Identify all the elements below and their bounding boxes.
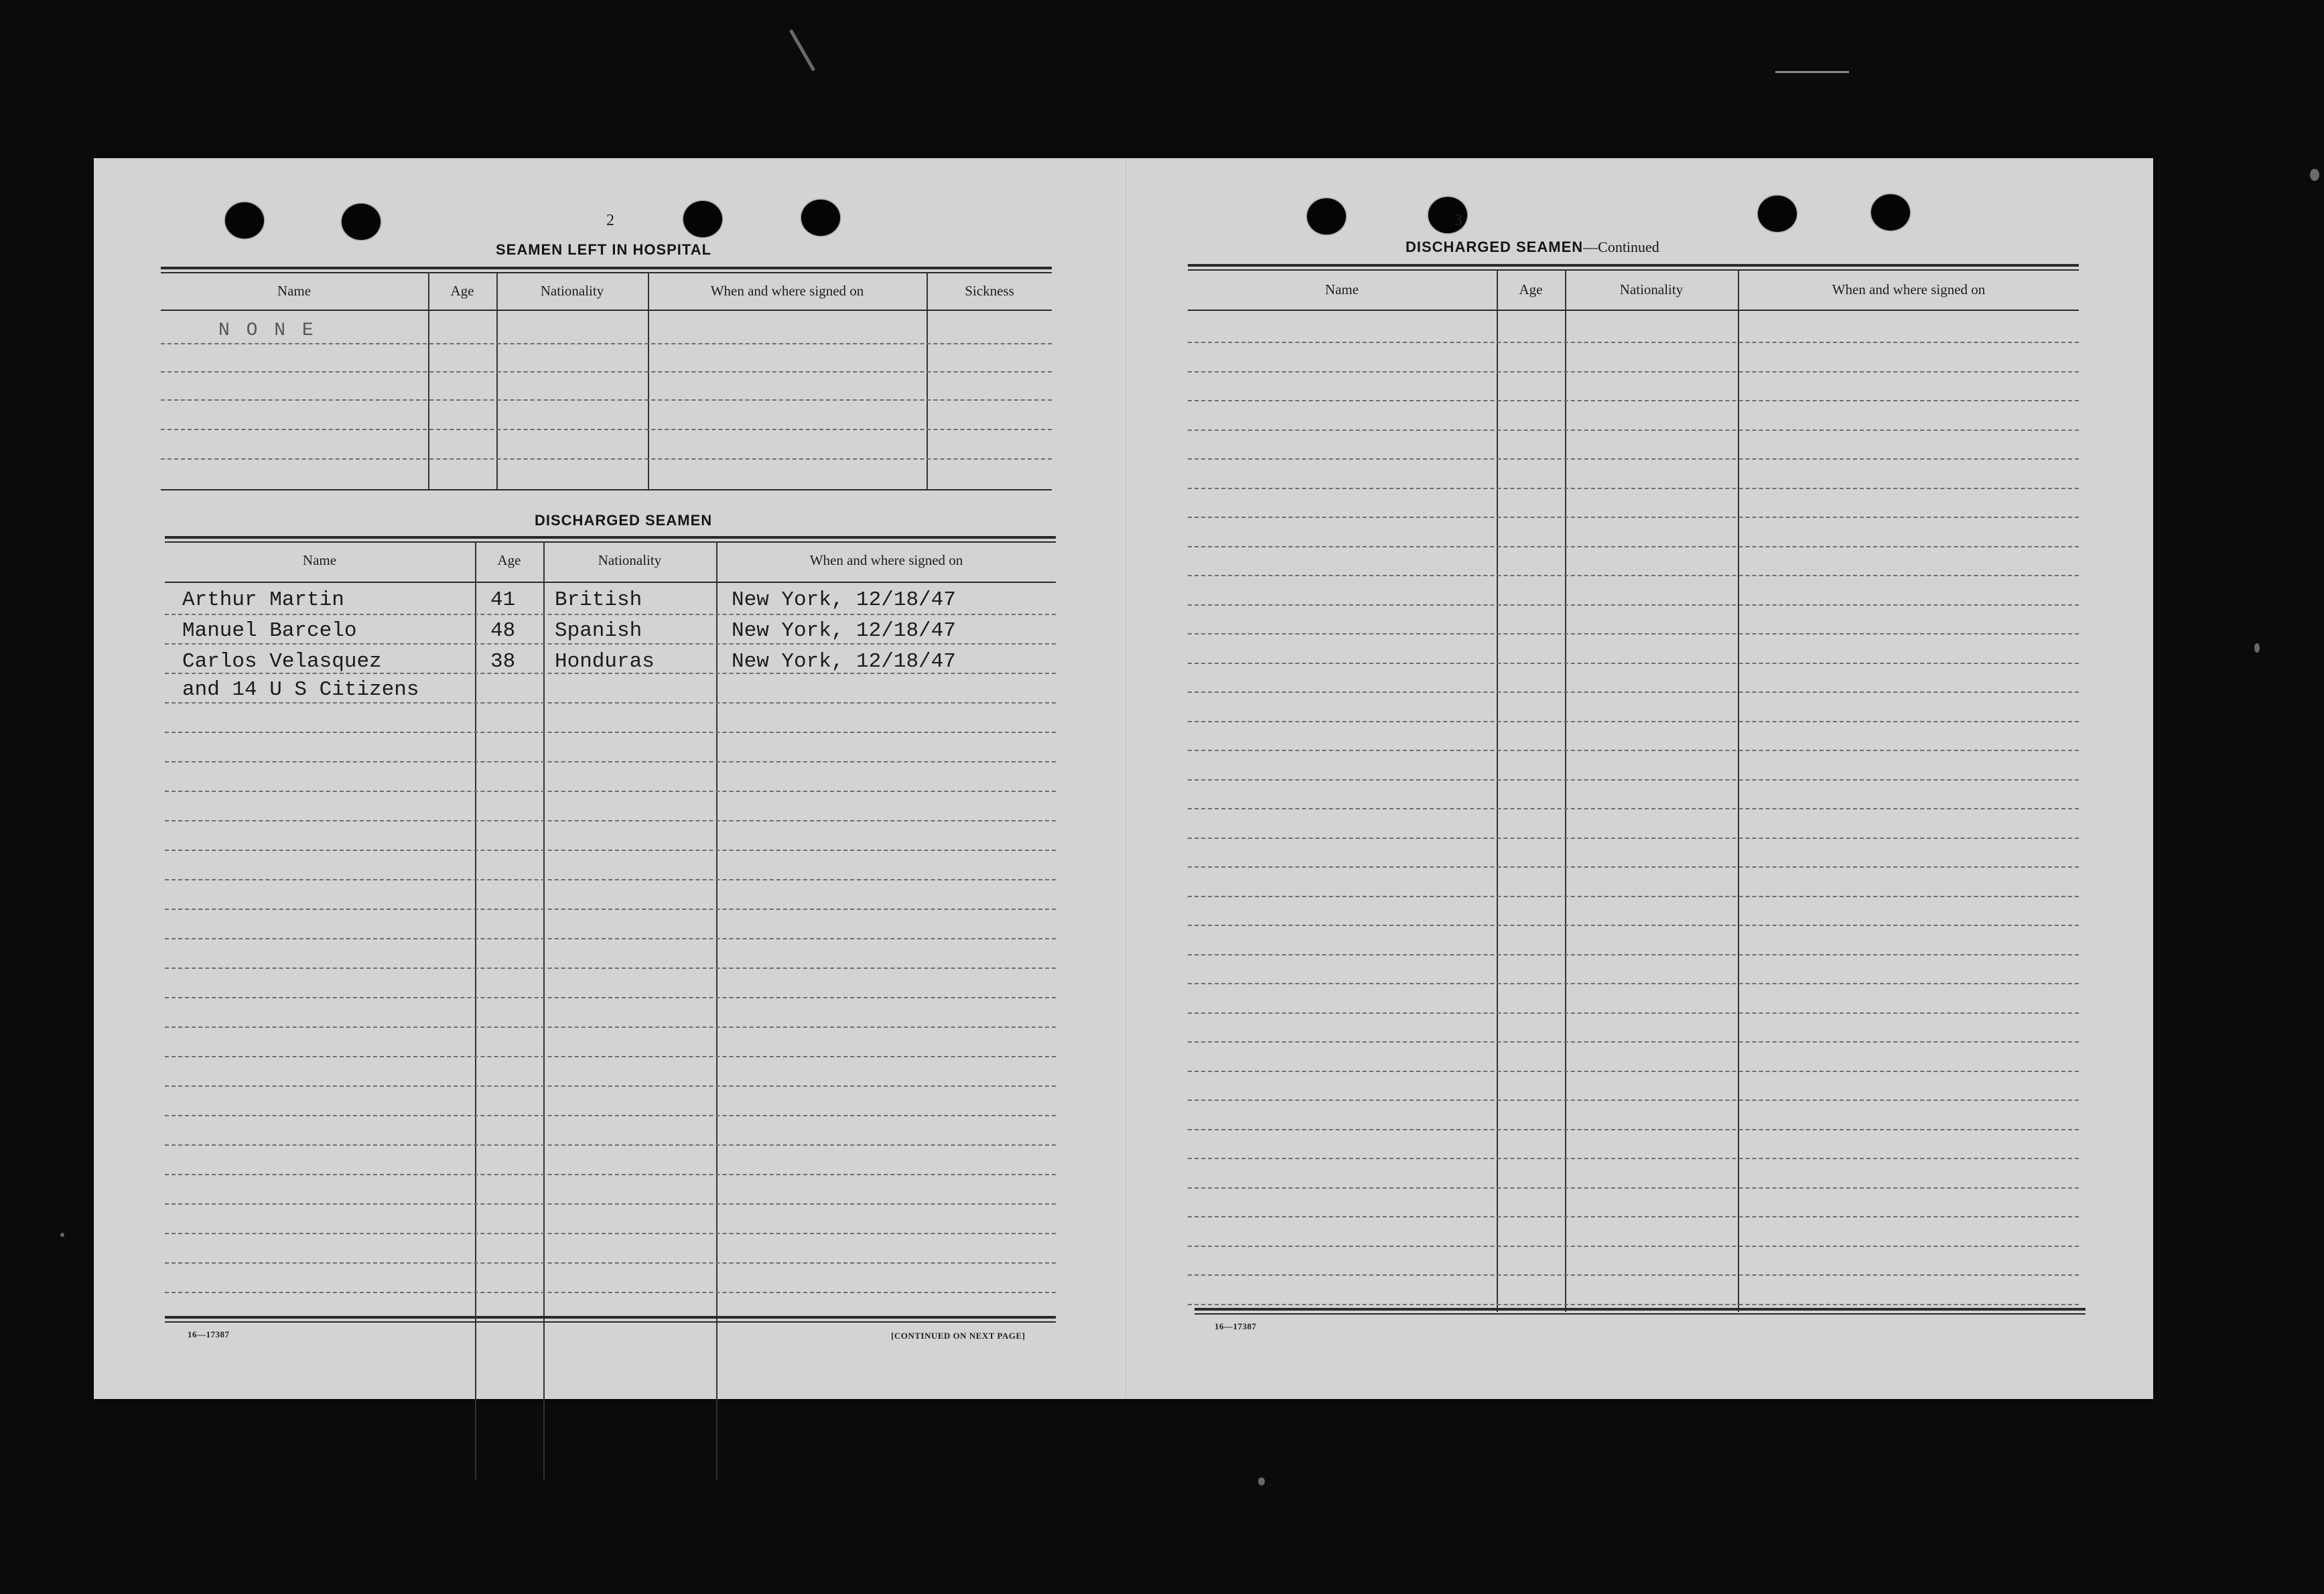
row-line bbox=[165, 968, 1056, 969]
column-divider bbox=[1738, 269, 1739, 1312]
row-line bbox=[165, 820, 1056, 821]
table-bottom-rule bbox=[161, 489, 1052, 490]
row-line bbox=[165, 1233, 1056, 1234]
page-number: 3 bbox=[1454, 212, 1462, 229]
row-line bbox=[165, 1056, 1056, 1057]
seaman-age: 48 bbox=[490, 619, 516, 643]
seaman-name: Carlos Velasquez bbox=[182, 650, 382, 673]
row-line bbox=[1188, 342, 2079, 343]
seaman-age: 38 bbox=[490, 650, 516, 673]
form-number: 16—17387 bbox=[188, 1329, 230, 1339]
row-line bbox=[1188, 983, 2079, 984]
row-line bbox=[1188, 400, 2079, 401]
row-line bbox=[1188, 1158, 2079, 1159]
row-line bbox=[1188, 866, 2079, 868]
section-title-hospital: SEAMEN LEFT IN HOSPITAL bbox=[496, 241, 712, 258]
table-bottom-rule bbox=[165, 1316, 1056, 1319]
row-line bbox=[1188, 838, 2079, 839]
row-line bbox=[1188, 896, 2079, 897]
column-divider bbox=[716, 541, 717, 1479]
column-header-nationality: Nationality bbox=[540, 283, 604, 299]
row-line bbox=[1188, 1129, 2079, 1130]
row-line bbox=[165, 761, 1056, 762]
row-line bbox=[165, 702, 1056, 704]
row-line bbox=[1188, 663, 2079, 664]
row-line bbox=[1188, 575, 2079, 576]
punch-hole bbox=[1307, 198, 1346, 235]
row-line bbox=[1188, 517, 2079, 518]
continued-note: [CONTINUED ON NEXT PAGE] bbox=[891, 1331, 1026, 1341]
table-bottom-rule bbox=[1194, 1313, 2086, 1315]
row-line bbox=[165, 643, 1056, 645]
section-title-discharged: DISCHARGED SEAMEN bbox=[535, 512, 713, 529]
column-header-age: Age bbox=[1519, 281, 1543, 297]
scan-artifact bbox=[1775, 71, 1849, 73]
row-line bbox=[161, 399, 1052, 401]
scan-artifact bbox=[789, 29, 815, 71]
page-number: 2 bbox=[606, 212, 614, 229]
header-divider bbox=[1188, 310, 2079, 311]
row-line bbox=[165, 1262, 1056, 1264]
punch-hole bbox=[1871, 194, 1910, 230]
seaman-name: Manuel Barcelo bbox=[182, 619, 357, 643]
row-line bbox=[1188, 633, 2079, 635]
seaman-age: 41 bbox=[490, 588, 516, 612]
seaman-name: and 14 U S Citizens bbox=[182, 678, 419, 702]
column-header-name: Name bbox=[277, 283, 312, 299]
seaman-name: Arthur Martin bbox=[182, 588, 344, 612]
row-line bbox=[1188, 371, 2079, 373]
row-line bbox=[1188, 750, 2079, 751]
punch-hole bbox=[342, 204, 381, 240]
scan-artifact bbox=[60, 1233, 64, 1237]
seaman-signed-on: New York, 12/18/47 bbox=[732, 619, 956, 643]
punch-hole bbox=[801, 200, 840, 236]
row-line bbox=[1188, 954, 2079, 955]
section-title-suffix: —Continued bbox=[1583, 239, 1659, 255]
row-line bbox=[1188, 1304, 2079, 1305]
document-sheet bbox=[94, 158, 2153, 1399]
row-line bbox=[1188, 1216, 2079, 1217]
row-line bbox=[165, 614, 1056, 615]
column-header-signed-on: When and where signed on bbox=[710, 283, 864, 299]
column-header-nationality: Nationality bbox=[1619, 281, 1684, 297]
row-line bbox=[161, 371, 1052, 373]
row-line bbox=[165, 909, 1056, 910]
row-line bbox=[1188, 925, 2079, 926]
row-line bbox=[165, 1292, 1056, 1293]
table-top-rule bbox=[165, 536, 1056, 539]
row-line bbox=[1188, 458, 2079, 460]
row-line bbox=[161, 429, 1052, 430]
row-line bbox=[1188, 546, 2079, 547]
row-line bbox=[165, 1085, 1056, 1087]
row-line bbox=[1188, 1100, 2079, 1101]
column-header-signed-on: When and where signed on bbox=[809, 552, 963, 568]
column-header-age: Age bbox=[450, 283, 474, 299]
row-line bbox=[1188, 1012, 2079, 1014]
left-page bbox=[94, 158, 1125, 1399]
section-title-text: DISCHARGED SEAMEN bbox=[1406, 239, 1584, 255]
hospital-entry-none: N O N E bbox=[218, 320, 316, 341]
row-line bbox=[165, 1026, 1056, 1028]
row-line bbox=[165, 1174, 1056, 1175]
seaman-signed-on: New York, 12/18/47 bbox=[732, 650, 956, 673]
seaman-nationality: Spanish bbox=[555, 619, 642, 643]
header-divider bbox=[161, 310, 1052, 311]
row-line bbox=[1188, 691, 2079, 693]
column-header-signed-on: When and where signed on bbox=[1832, 281, 1986, 297]
column-header-name: Name bbox=[1324, 281, 1359, 297]
scan-artifact bbox=[2310, 169, 2319, 181]
column-header-name: Name bbox=[302, 552, 337, 568]
row-line bbox=[165, 938, 1056, 939]
punch-hole bbox=[683, 201, 722, 237]
table-bottom-rule bbox=[1194, 1308, 2086, 1311]
form-number: 16—17387 bbox=[1215, 1321, 1257, 1331]
row-line bbox=[165, 732, 1056, 733]
seaman-signed-on: New York, 12/18/47 bbox=[732, 588, 956, 612]
row-line bbox=[1188, 1041, 2079, 1043]
section-title-discharged-continued bbox=[1406, 239, 1659, 256]
row-line bbox=[161, 343, 1052, 344]
row-line bbox=[1188, 488, 2079, 489]
row-line bbox=[1188, 429, 2079, 431]
punch-hole bbox=[225, 202, 264, 239]
column-header-nationality: Nationality bbox=[598, 552, 662, 568]
table-top-rule bbox=[1188, 264, 2079, 267]
punch-hole bbox=[1758, 196, 1797, 232]
row-line bbox=[1188, 808, 2079, 809]
row-line bbox=[1188, 1246, 2079, 1247]
table-top-rule bbox=[161, 272, 1052, 273]
row-line bbox=[1188, 721, 2079, 722]
row-line bbox=[165, 879, 1056, 880]
seaman-nationality: British bbox=[555, 588, 642, 612]
row-line bbox=[165, 1115, 1056, 1116]
column-header-age: Age bbox=[497, 552, 521, 568]
table-top-rule bbox=[165, 541, 1056, 543]
table-top-rule bbox=[161, 267, 1052, 269]
row-line bbox=[1188, 779, 2079, 781]
seaman-nationality: Honduras bbox=[555, 650, 655, 673]
row-line bbox=[165, 1203, 1056, 1205]
column-divider bbox=[475, 541, 476, 1479]
scan-artifact bbox=[1258, 1477, 1265, 1485]
table-bottom-rule bbox=[165, 1321, 1056, 1323]
column-divider bbox=[543, 541, 545, 1479]
row-line bbox=[161, 458, 1052, 460]
column-divider bbox=[1565, 269, 1566, 1312]
column-header-sickness: Sickness bbox=[965, 283, 1014, 299]
header-divider bbox=[165, 582, 1056, 583]
table-top-rule bbox=[1188, 269, 2079, 271]
row-line bbox=[1188, 1071, 2079, 1072]
row-line bbox=[165, 997, 1056, 998]
row-line bbox=[165, 673, 1056, 674]
column-divider bbox=[1497, 269, 1498, 1312]
right-page bbox=[1127, 158, 2153, 1399]
row-line bbox=[1188, 1187, 2079, 1189]
row-line bbox=[1188, 1274, 2079, 1276]
row-line bbox=[165, 850, 1056, 851]
scan-artifact bbox=[2254, 643, 2260, 653]
row-line bbox=[165, 791, 1056, 792]
row-line bbox=[1188, 604, 2079, 606]
row-line bbox=[165, 1144, 1056, 1146]
